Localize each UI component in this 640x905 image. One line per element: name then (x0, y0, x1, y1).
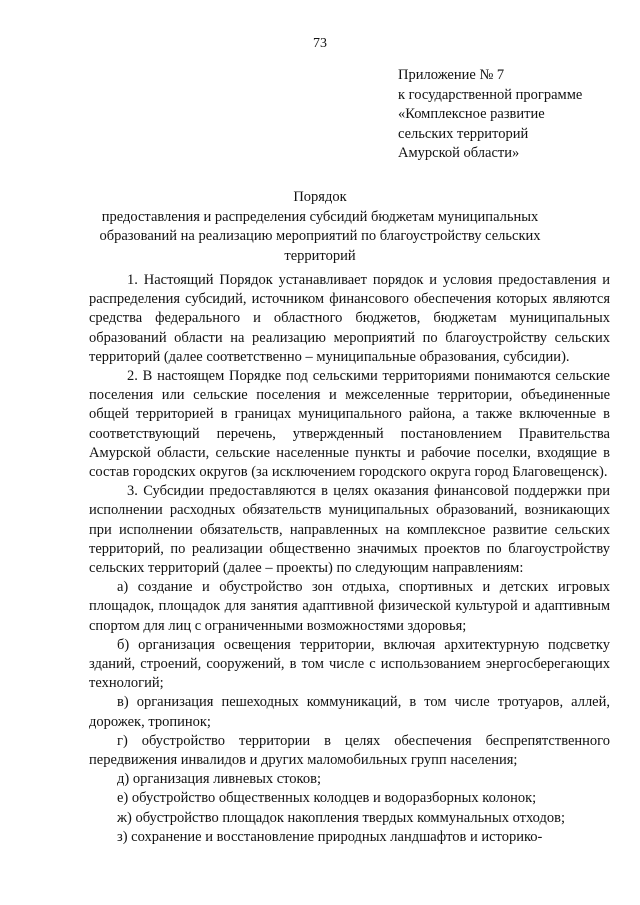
list-item-z: з) сохранение и восстановление природных ландшафтов и историко- (117, 828, 543, 845)
list-item-v: в) организация пешеходных коммуникаций, в том числе тротуаров, аллей, дорожек, тропинок; (89, 694, 610, 730)
appendix-line: сельских территорий (398, 125, 529, 142)
appendix-line: «Комплексное развитие (398, 106, 545, 122)
list-item-g: г) обустройство территории в целях обеспечения беспрепятственного передвижения инвалидов и других маломобильных групп населения; (89, 732, 610, 769)
list-item-e: е) обустройство общественных колодцев и водоразборных колонок; (117, 790, 537, 807)
title-line: образований на реализацию мероприятий по благоустройству сельских (99, 228, 541, 244)
document-body (89, 271, 610, 847)
title-heading: Порядок (293, 189, 347, 205)
title-line: территорий (284, 247, 356, 264)
appendix-line: Амурской области» (398, 145, 520, 161)
title-line: предоставления и распределения субсидий бюджетам муниципальных (101, 208, 539, 225)
document-title (90, 188, 550, 266)
list-item-zh: ж) обустройство площадок накопления твердых коммунальных отходов; (117, 809, 565, 826)
list-item-d: д) организация ливневых стоков; (117, 771, 321, 788)
appendix-line: Приложение № 7 (398, 67, 505, 83)
appendix-block (398, 66, 618, 164)
appendix-line: к государственной программе (398, 86, 583, 103)
list-item-a: а) создание и обустройство зон отдыха, спортивных и детских игровых площадок, площадок для занятия адаптивной физической культурой и адаптивным спортом для лиц с ограниченными возможностями здоровья; (89, 579, 610, 634)
paragraph-2: 2. В настоящем Порядке под сельскими территориями понимаются сельские поселения или сельские поселения и межселенные территории, объединенные общей территорией в границах муниципального района, а также включенные в соответствующий перечень, утвержденный постановлением Правительства Амурской области, сельские населенные пункты и рабочие поселки, входящие в состав городских округов (за исключением городского округа город Благовещенск). (89, 368, 610, 481)
page-number: 73 (313, 36, 327, 51)
paragraph-1: 1. Настоящий Порядок устанавливает порядок и условия предоставления и распределения субсидий, источником финансового обеспечения которых являются средства федерального и областного бюджетов, бюджетам муниципальных образований области на реализацию мероприятий по благоустройству сельских территорий (далее соответственно – муниципальные образования, субсидии). (89, 272, 610, 365)
list-item-b: б) организация освещения территории, включая архитектурную подсветку зданий, строений, сооружений, в том числе с использованием энергосберегающих технологий; (89, 636, 610, 692)
paragraph-3: 3. Субсидии предоставляются в целях оказания финансовой поддержки при исполнении расходных обязательств муниципальных образований, возникающих при исполнении обязательств, направленных на комплексное развитие сельских территорий, по реализации общественно значимых проектов по благоустройству сельских территорий (далее – проекты) по следующим направлениям: (89, 483, 610, 577)
